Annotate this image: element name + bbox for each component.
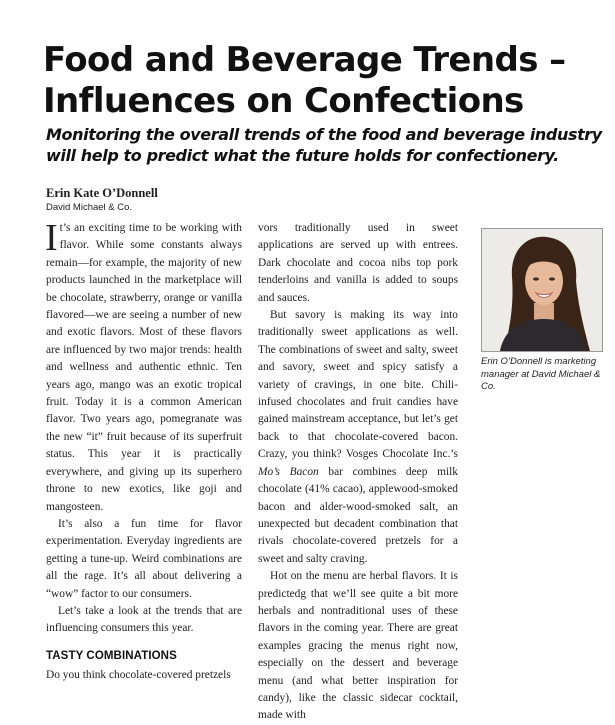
paragraph-1 [45,217,242,516]
drop-cap: I [45,217,58,259]
paragraph-2: It’s also a fun time for flavor experimentation. Everyday ingredients are getting a tune-up. Weird combinations are all the rage. It’s all about delivering a “wow” factor to our consumers. [46,517,242,600]
paragraph-4: Do you think chocolate-covered pretzels [46,668,231,681]
paragraph-1-text: t’s an exciting time to be working with flavor. While some constants always remain—for example, the majority of new products launched in the marketplace will be chocolate, strawberry, orange or vanilla flavored—we are seeing a number of new and exotic flavors. Most of these flavors are influenced by two major trends: health and wellness and authentic ethnic. Ten years ago, mango was an exotic tropical fruit. Today it is a common American flavor. Two years ago, pomegranate was the new “it” fruit because of its superfruit status. This year it is practically everywhere, and giving up its superhero throne to new exotics, like goji and mangosteen. [46,222,242,513]
text-column-2 [258,220,458,725]
product-name: Mo’s Bacon [258,465,319,478]
title-line-1: Food and Beverage Trends – [43,40,566,80]
paragraph-herbal: Hot on the menu are herbal flavors. It is predictedg that we’ll see quite a bit more herbals and nontraditional uses of these flavors in the coming year. There are great examples gracing the menus right now, especially on the dessert and beverage menu (and what better inspiration for candy), like the classic sidecar cocktail, made with [258,570,458,722]
paragraph-continued: vors traditionally used in sweet applications are served up with entrees. Dark chocolate and cocoa nibs top pork tenderloins and vanilla is added to soups and sauces. [258,222,458,304]
section-heading: TASTY COMBINATIONS [46,649,177,662]
article-subtitle: Monitoring the overall trends of the food and beverage industry will help to predict what the future holds for confectionery. [46,125,602,165]
title-line-2: Influences on Confections [43,81,524,121]
article-title [43,40,613,122]
photo-caption: Erin O’Donnell is marketing manager at David Michael & Co. [481,356,601,392]
author-photo [481,228,603,352]
bacon-text-part-2: bar combines deep milk chocolate (41% cacao), applewood-smoked bacon and alder-wood-smoked salt, an unexpected but decadent combination that rivals chocolate-covered pretzels for a sweet and salty craving. [258,465,458,565]
author-affiliation: David Michael & Co. [46,202,133,213]
author-name: Erin Kate O’Donnell [46,186,158,200]
paragraph-3: Let’s take a look at the trends that are influencing consumers this year. [46,604,242,635]
bacon-text-part-1: But savory is making its way into traditionally sweet applications as well. The combinations of sweet and salty, sweet and savory, sweet and spicy satisfy a variety of cravings, in one bite. Chili-infused chocolates and fruit candies have gained mainstream acceptance, but let’s get back to that chocolate-covered bacon. Crazy, you think? Vosges Chocolate Inc.’s [258,309,458,461]
paragraph-bacon [258,307,458,568]
